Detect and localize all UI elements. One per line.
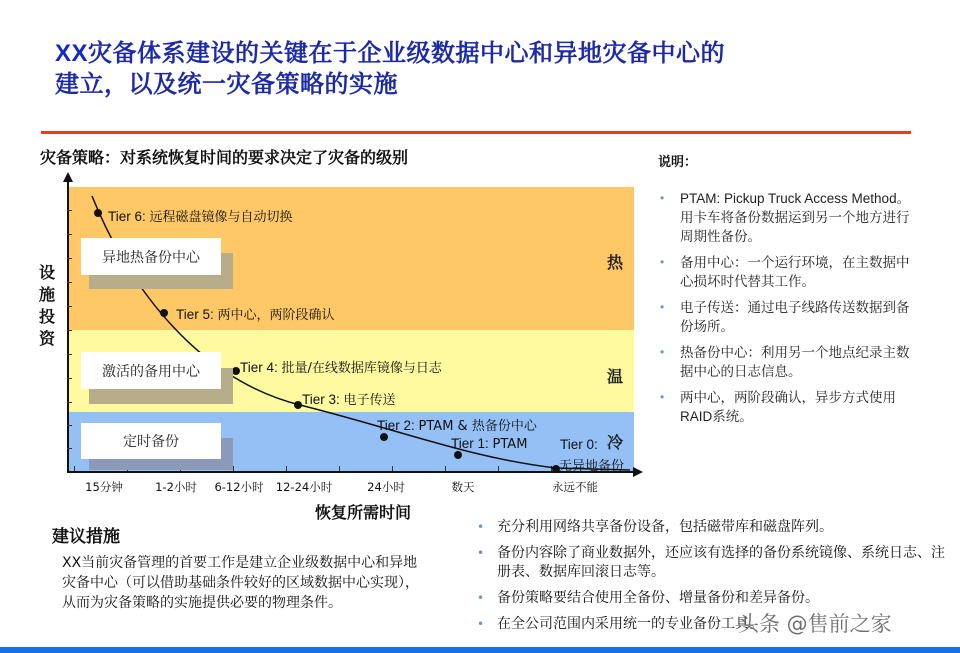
tier-desc: PTAM [492, 437, 528, 452]
bullet-icon: • [477, 591, 485, 605]
bullet-icon: • [477, 617, 485, 631]
legend-item-text: 两中心，两阶段确认，异步方式使用RAID系统。 [680, 390, 896, 424]
tier-desc: PTAM & 热备份中心 [418, 419, 537, 434]
bullet-icon: • [660, 300, 665, 314]
legend-item-text: 备用中心：一个运行环境，在主数据中心损坏时代替其工作。 [680, 255, 910, 289]
tier-4-label [240, 357, 442, 376]
tier-0-name: Tier 0: [560, 437, 598, 452]
legend-item [660, 189, 920, 246]
tier-name: Tier 6: [108, 209, 146, 224]
legend-item-text: PTAM: Pickup Truck Access Method。用卡车将备份数据运到另一个地方进行周期性备份。 [680, 191, 911, 244]
bullet-icon: • [660, 390, 665, 404]
legend-item [660, 298, 920, 336]
legend-list [660, 189, 920, 433]
recommendation-item-text: 充分利用网络共享备份设备，包括磁带库和磁盘阵列。 [497, 519, 833, 535]
x-tick-label: 1-2小时 [155, 480, 197, 494]
watermark: 头条 @售前之家 [738, 612, 892, 636]
category-box-warm [81, 352, 221, 389]
x-tick-label: 数天 [451, 480, 475, 494]
x-tick-label: 永远不能 [552, 480, 598, 494]
title-line-2: 建立，以及统一灾备策略的实施 [55, 69, 398, 98]
bullet-icon: • [477, 520, 485, 534]
recommendation-item-text: 在全公司范围内采用统一的专业备份工具。 [497, 616, 763, 632]
warm-label: 温 [607, 367, 624, 386]
recommendation-body: XX当前灾备管理的首要工作是建立企业级数据中心和异地灾备中心（可以借助基础条件较好的区域数据中心实现），从而为灾备策略的实施提供必要的物理条件。 [62, 555, 419, 611]
tier-3-label [302, 389, 396, 408]
category-hot-label: 异地热备份中心 [102, 249, 200, 266]
category-warm-label: 激活的备用中心 [102, 363, 200, 380]
recommendation-item-text: 备份内容除了商业数据外，还应该有选择的备份系统镜像、系统日志、注册表、数据库回滚日志等。 [497, 545, 945, 580]
category-box-cold [81, 423, 221, 459]
tier-name: Tier 2: [377, 418, 415, 433]
recommendation-item-text: 备份策略要结合使用全备份、增量备份和差异备份。 [497, 590, 819, 606]
tier-name: Tier 3: [302, 392, 340, 407]
tier-desc: 两中心，两阶段确认 [217, 308, 335, 323]
y-axis-label: 设施投资 [38, 263, 55, 348]
x-axis-label: 恢复所需时间 [315, 503, 412, 522]
x-tick-label: 6-12小时 [214, 480, 264, 494]
bullet-icon: • [477, 546, 485, 560]
cold-label: 冷 [607, 433, 624, 452]
bullet-icon: • [660, 191, 665, 205]
tier-desc: 电子传送 [343, 393, 396, 408]
bullet-icon: • [660, 255, 665, 269]
hot-label: 热 [607, 253, 624, 272]
tier-desc: 无异地备份 [559, 459, 625, 474]
category-box-hot [81, 238, 221, 275]
title-prefix: XX [55, 40, 89, 67]
title-line-1: 灾备体系建设的关键在于企业级数据中心和异地灾备中心的 [88, 38, 726, 67]
x-tick-label: 24小时 [367, 480, 405, 494]
legend-item [660, 253, 920, 291]
recommendation-title: 建议措施 [52, 527, 120, 547]
chart-heading: 灾备策略：对系统恢复时间的要求决定了灾备的级别 [40, 148, 409, 167]
legend-item [660, 388, 920, 426]
legend-title: 说明： [658, 155, 698, 170]
tier-desc: 批量/在线数据库镜像与日志 [281, 361, 442, 376]
legend-item [660, 343, 920, 381]
tier-6-label [108, 206, 293, 225]
tier-5-label [176, 304, 335, 323]
x-tick-label: 12-24小时 [275, 480, 333, 494]
footer-bar [0, 647, 960, 653]
x-tick-label: 15分钟 [85, 480, 123, 494]
legend-item-text: 热备份中心：利用另一个地点纪录主数据中心的日志信息。 [680, 345, 910, 379]
tier-1-label [451, 436, 527, 452]
tier-name: Tier 1: [451, 436, 489, 451]
category-cold-label: 定时备份 [123, 434, 179, 450]
bullet-icon: • [660, 345, 665, 359]
recommendation-item [477, 544, 947, 582]
legend-item-text: 电子传送：通过电子线路传送数据到备份场所。 [680, 300, 910, 334]
tier-2-label [377, 415, 537, 434]
recommendation-item [477, 589, 947, 608]
tier-desc: 远程磁盘镜像与自动切换 [149, 210, 293, 225]
tier-name: Tier 5: [176, 307, 214, 322]
tier-0-desc [559, 455, 624, 474]
recommendation-item [477, 518, 947, 537]
tier-name: Tier 4: [240, 360, 278, 375]
